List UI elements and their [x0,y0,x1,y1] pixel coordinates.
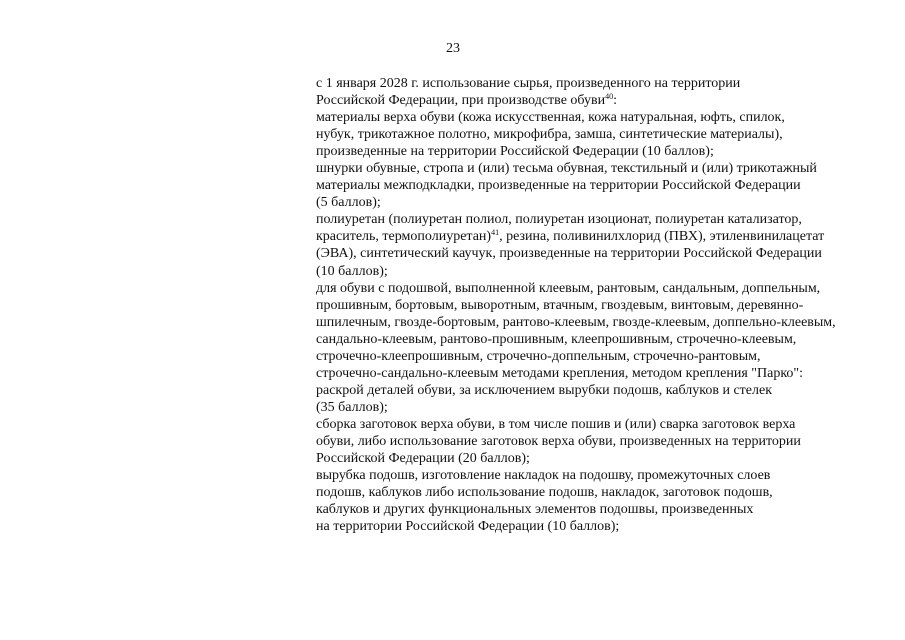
text-line: раскрой деталей обуви, за исключением вырубки подошв, каблуков и стелек [316,382,773,398]
text-line: шнурки обувные, стропа и (или) тесьма обувная, текстильный и (или) трикотажный [316,161,817,177]
text-line: подошв, каблуков либо использование подошв, накладок, заготовок подошв, [316,485,773,501]
text-line: полиуретан (полиуретан полиол, полиуретан изоционат, полиуретан катализатор, [316,212,802,228]
text-line: краситель, термополиуретан)$^{41}$, резина, поливинилхлорид (ПВХ), этиленвинилацетат [316,228,825,245]
text-line: (5 баллов); [316,195,381,211]
text-line: произведенные на территории Российской Федерации (10 баллов); [316,144,714,160]
text-line: нубук, трикотажное полотно, микрофибра, замша, синтетические материалы), [316,127,783,143]
text-line: обуви, либо использование заготовок верха обуви, произведенных на территории [316,433,801,449]
text-line: Российской Федерации (20 баллов); [316,451,530,467]
text-line: строчечно-сандально-клеевым методами крепления, методом крепления "Парко": [316,365,804,381]
text-line: прошивным, бортовым, выворотным, втачным, гвоздевым, винтовым, деревянно- [316,297,804,313]
text-line: материалы верха обуви (кожа искусственная, кожа натуральная, юфть, спилок, [316,110,785,126]
page-number: 23 [446,41,460,56]
text-line: вырубка подошв, изготовление накладок на подошву, промежуточных слоев [316,468,771,484]
text-line: строчечно-клеепрошивным, строчечно-доппельным, строчечно-рантовым, [316,348,761,364]
document-body [316,75,896,535]
text-line: (ЭВА), синтетический каучук, произведенные на территории Российской Федерации [316,246,822,262]
text-line: Российской Федерации, при производстве обуви$^{40}$: [316,92,618,109]
footnote-ref[interactable]: 41 [491,228,500,238]
text-line: сандально-клеевым, рантово-прошивным, клеепрошивным, строчечно-клеевым, [316,331,797,347]
text-line: на территории Российской Федерации (10 баллов); [316,519,620,535]
text-line: шпилечным, гвозде-бортовым, рантово-клеевым, гвозде-клеевым, доппельно-клеевым, [316,314,836,330]
text-line: сборка заготовок верха обуви, в том числе пошив и (или) сварка заготовок верха [316,416,796,432]
text-line: с 1 января 2028 г. использование сырья, произведенного на территории [316,76,741,91]
text-line: материалы межподкладки, произведенные на территории Российской Федерации [316,178,801,194]
text-line: (10 баллов); [316,263,388,279]
text-line: каблуков и других функциональных элементов подошвы, произведенных [316,502,754,518]
text-line: для обуви с подошвой, выполненной клеевым, рантовым, сандальным, доппельным, [316,280,821,296]
footnote-ref[interactable]: 40 [605,92,614,102]
text-line: (35 баллов); [316,399,388,415]
